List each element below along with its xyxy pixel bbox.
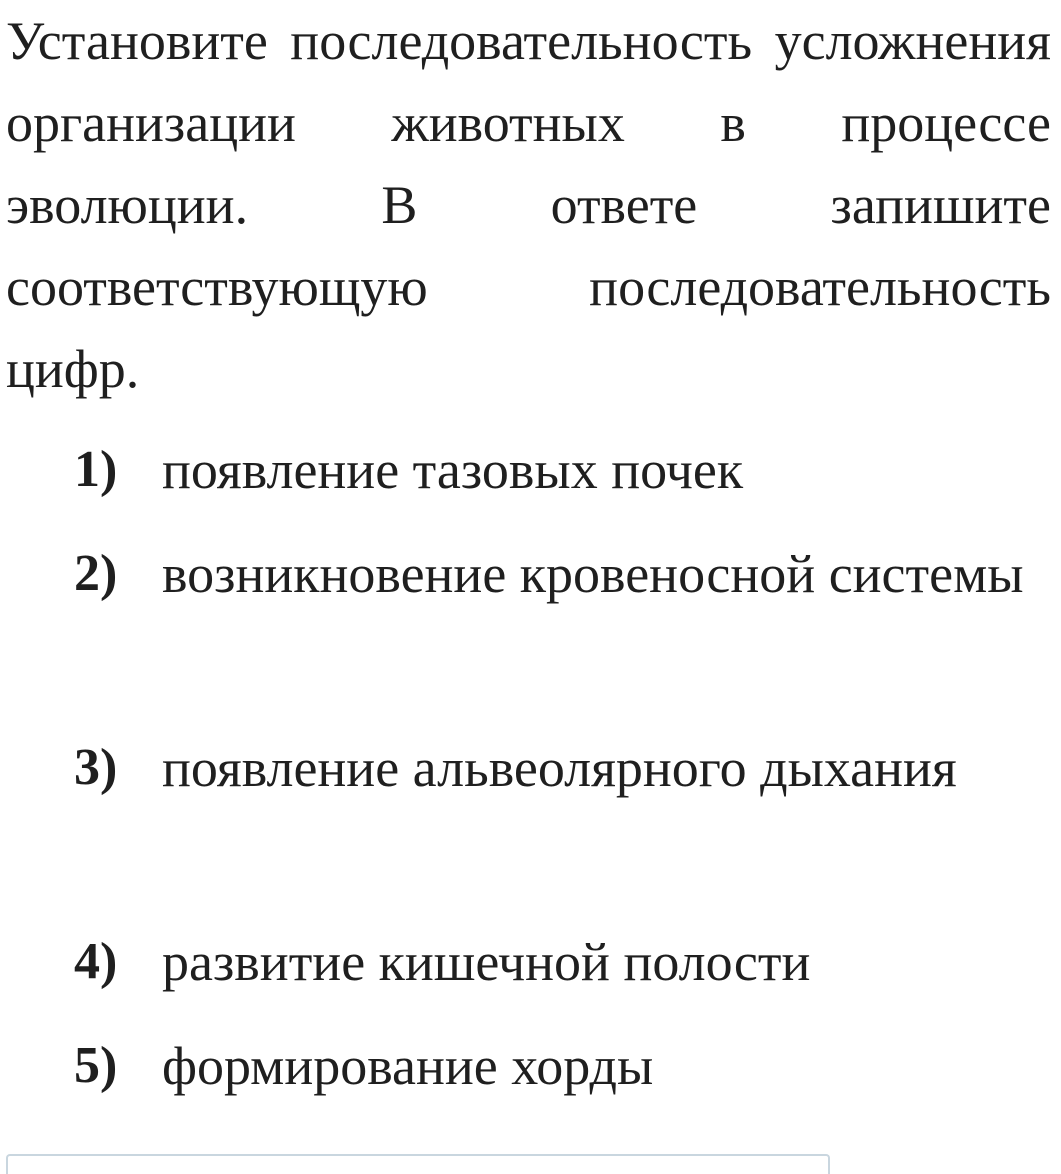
option-item: [0, 1020, 1061, 1124]
answer-input-box[interactable]: [6, 1154, 830, 1174]
answer-options-list: [0, 424, 1061, 1124]
option-text: появление тазовых почек: [162, 440, 744, 500]
option-number: 3): [74, 739, 118, 796]
option-item: [0, 916, 1061, 1020]
option-item: [0, 722, 1061, 916]
option-number: 1): [74, 441, 118, 498]
question-text: Установите последовательность усложнения организации животных в процессе эволюции. В ответе запишите соответствующую последовательность цифр.: [6, 11, 1051, 399]
option-item: [0, 528, 1061, 722]
option-item: [0, 424, 1061, 528]
option-text: возникновение кровеносной системы: [162, 544, 1024, 604]
option-text: развитие кишечной полости: [162, 932, 811, 992]
option-number: 5): [74, 1037, 118, 1094]
option-text: формирование хорды: [162, 1036, 654, 1096]
option-text: появление альвеолярного дыхания: [162, 738, 957, 798]
option-number: 4): [74, 933, 118, 990]
option-number: 2): [74, 545, 118, 602]
